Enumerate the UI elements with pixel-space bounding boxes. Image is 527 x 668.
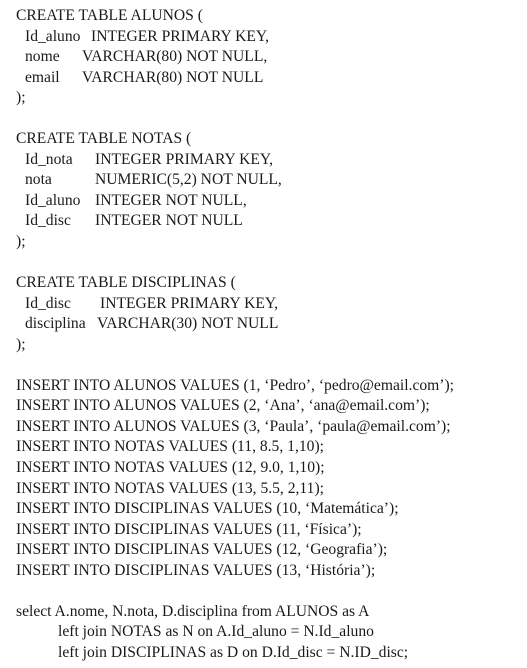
column-name: Id_disc	[25, 294, 71, 312]
spacer	[16, 253, 521, 274]
insert-statement: INSERT INTO NOTAS VALUES (12, 9.0, 1,10);	[16, 459, 325, 477]
column-name: nota	[25, 171, 52, 189]
column-definition	[16, 47, 521, 68]
column-type: INTEGER PRIMARY KEY,	[100, 294, 279, 312]
column-name: Id_disc	[25, 212, 71, 230]
create-table-header: CREATE TABLE DISCIPLINAS (	[16, 274, 236, 292]
column-name: disciplina	[25, 315, 86, 333]
create-table-close: );	[16, 233, 26, 251]
column-name: Id_aluno	[25, 191, 81, 209]
column-type: VARCHAR(80) NOT NULL	[82, 68, 264, 86]
column-type: NUMERIC(5,2) NOT NULL,	[95, 171, 282, 189]
create-table-alunos	[16, 6, 521, 109]
insert-statement: INSERT INTO ALUNOS VALUES (2, ‘Ana’, ‘ana@email.com’);	[16, 397, 430, 415]
insert-statement: INSERT INTO DISCIPLINAS VALUES (13, ‘História’);	[16, 561, 376, 579]
insert-statement: INSERT INTO ALUNOS VALUES (1, ‘Pedro’, ‘pedro@email.com’);	[16, 376, 455, 394]
create-table-close: );	[16, 89, 26, 107]
column-name: email	[25, 68, 60, 86]
column-type: INTEGER NOT NULL	[95, 212, 243, 230]
column-definition	[16, 150, 521, 171]
column-type: INTEGER PRIMARY KEY,	[95, 150, 274, 168]
column-definition	[16, 68, 521, 89]
insert-statement: INSERT INTO DISCIPLINAS VALUES (11, ‘Física’);	[16, 520, 362, 538]
column-name: Id_aluno	[25, 27, 81, 45]
create-table-header: CREATE TABLE ALUNOS (	[16, 7, 203, 24]
join-clause: left join NOTAS as N on A.Id_aluno = N.Id_aluno	[58, 623, 374, 641]
column-type: VARCHAR(80) NOT NULL,	[82, 48, 268, 66]
join-clause: left join DISCIPLINAS as D on D.Id_disc = N.ID_disc;	[58, 643, 409, 661]
create-table-notas	[16, 129, 521, 252]
column-type: VARCHAR(30) NOT NULL	[97, 315, 279, 333]
select-query	[16, 602, 521, 664]
create-table-close: );	[16, 335, 26, 353]
insert-statement: INSERT INTO DISCIPLINAS VALUES (10, ‘Matemática’);	[16, 500, 399, 518]
column-name: Id_nota	[25, 150, 73, 168]
create-table-header: CREATE TABLE NOTAS (	[16, 130, 192, 148]
insert-statement: INSERT INTO DISCIPLINAS VALUES (12, ‘Geografia’);	[16, 541, 388, 559]
column-definition	[16, 294, 521, 315]
column-definition	[16, 314, 521, 335]
column-type: INTEGER PRIMARY KEY,	[91, 27, 270, 45]
insert-statement: INSERT INTO NOTAS VALUES (11, 8.5, 1,10);	[16, 438, 324, 456]
spacer	[16, 355, 521, 376]
insert-statements	[16, 376, 521, 581]
select-clause: select A.nome, N.nota, D.disciplina from ALUNOS as A	[16, 602, 370, 620]
create-table-disciplinas	[16, 273, 521, 355]
column-definition	[16, 211, 521, 232]
insert-statement: INSERT INTO NOTAS VALUES (13, 5.5, 2,11);	[16, 479, 324, 497]
spacer	[16, 109, 521, 130]
column-definition	[16, 191, 521, 212]
column-definition	[16, 27, 521, 48]
insert-statement: INSERT INTO ALUNOS VALUES (3, ‘Paula’, ‘paula@email.com’);	[16, 417, 451, 435]
sql-document	[16, 6, 521, 664]
column-name: nome	[25, 48, 60, 66]
column-definition	[16, 170, 521, 191]
spacer	[16, 581, 521, 602]
column-type: INTEGER NOT NULL,	[95, 191, 247, 209]
